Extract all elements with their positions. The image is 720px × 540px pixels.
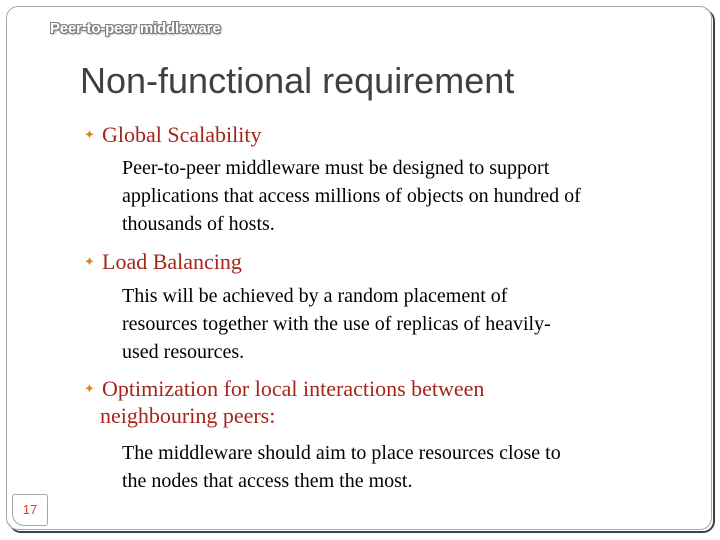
bullet-load-balancing	[84, 248, 684, 275]
arrow-bullet-icon: ✦	[84, 127, 95, 142]
bullet-global-scalability	[84, 121, 684, 148]
body-line: resources together with the use of replicas of heavily-	[122, 313, 551, 335]
slide-header: Peer-to-peer middleware	[50, 20, 221, 37]
body-line: applications that access millions of objects on hundred of	[122, 185, 581, 207]
section-heading: Load Balancing	[102, 249, 242, 274]
section-body	[122, 439, 692, 495]
section-heading-line: neighbouring peers:	[100, 403, 276, 428]
section-heading-line: Optimization for local interactions between	[102, 376, 485, 401]
section-body	[122, 154, 692, 238]
body-line: thousands of hosts.	[122, 213, 275, 235]
slide-number: 17	[12, 494, 48, 526]
body-line: The middleware should aim to place resources close to	[122, 442, 561, 464]
body-line: used resources.	[122, 341, 245, 363]
arrow-bullet-icon: ✦	[84, 254, 95, 269]
bullet-local-interactions	[84, 375, 684, 429]
slide-title: Non-functional requirement	[80, 60, 515, 101]
body-line: Peer-to-peer middleware must be designed to support	[122, 157, 550, 179]
body-line: the nodes that access them the most.	[122, 470, 413, 492]
arrow-bullet-icon: ✦	[84, 381, 95, 396]
body-line: This will be achieved by a random placement of	[122, 285, 508, 307]
section-heading: Global Scalability	[102, 122, 262, 147]
section-body	[122, 282, 692, 366]
